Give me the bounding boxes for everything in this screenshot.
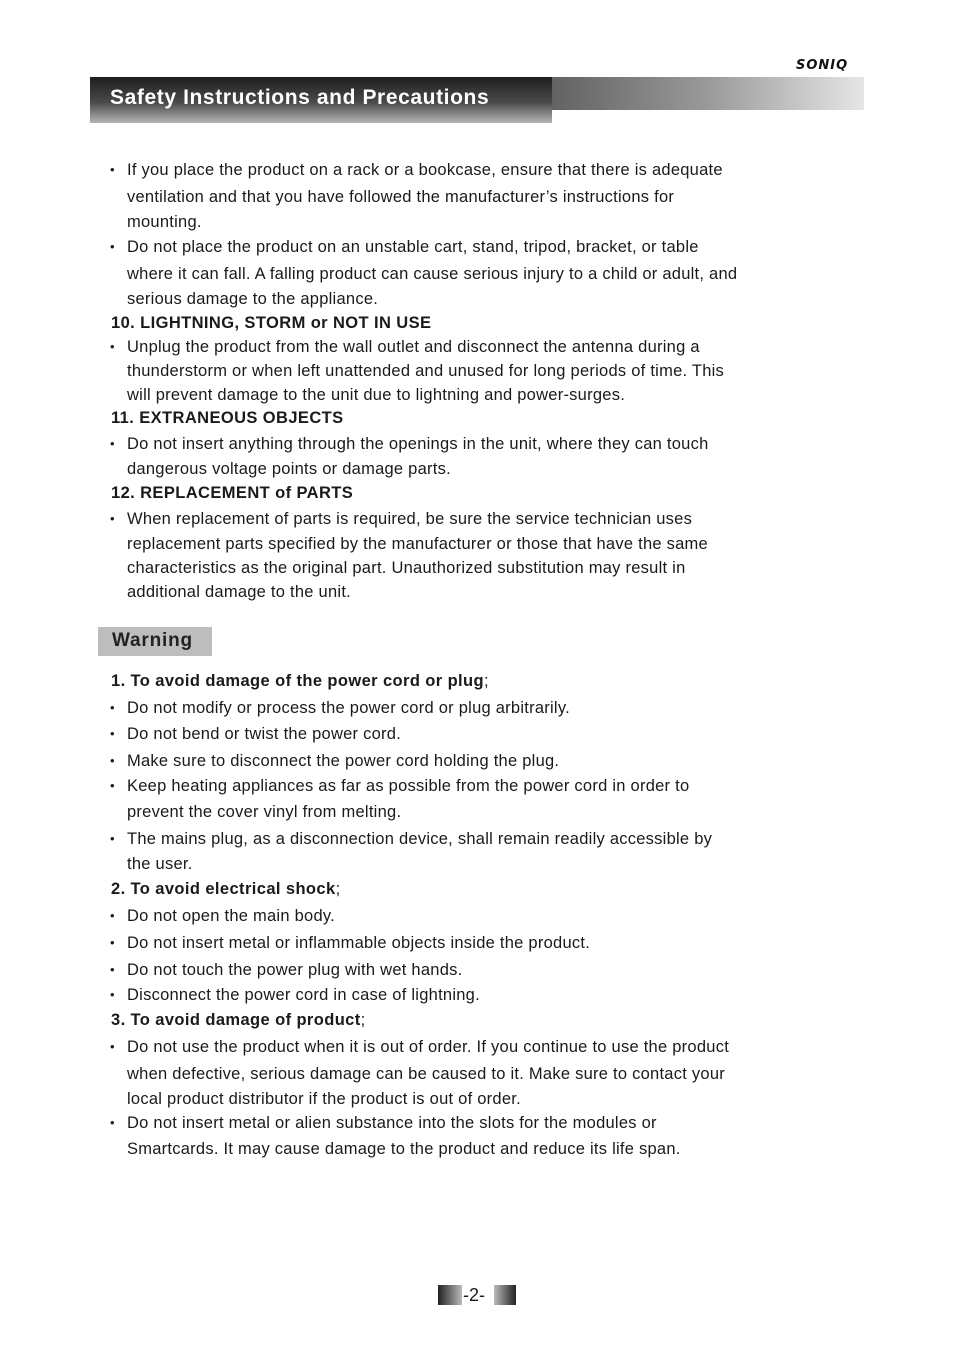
bullet-icon: • <box>110 436 115 451</box>
bullet-icon: • <box>110 700 115 715</box>
warning-subheading <box>111 879 341 899</box>
bullet-icon: • <box>110 726 115 741</box>
subheading-text: 3. To avoid damage of product <box>111 1011 361 1029</box>
text-line: Do not touch the power plug with wet hands. <box>127 961 463 979</box>
bullet-icon: • <box>110 511 115 526</box>
footer-decoration-right <box>494 1285 516 1305</box>
bullet-icon: • <box>110 987 115 1002</box>
warning-subheading <box>111 671 489 691</box>
text-line: Smartcards. It may cause damage to the product and reduce its life span. <box>127 1140 681 1158</box>
text-line: thunderstorm or when left unattended and unused for long periods of time. This <box>127 362 725 380</box>
warning-heading: Warning <box>112 630 193 651</box>
bullet-icon: • <box>110 778 115 793</box>
text-line: Do not bend or twist the power cord. <box>127 725 402 743</box>
bullet-icon: • <box>110 753 115 768</box>
text-line: where it can fall. A falling product can cause serious injury to a child or adult, and <box>127 265 738 283</box>
text-line: local product distributor if the product is out of order. <box>127 1090 521 1108</box>
text-line: Do not open the main body. <box>127 907 335 925</box>
bullet-icon: • <box>110 831 115 846</box>
text-line: Disconnect the power cord in case of lightning. <box>127 986 480 1004</box>
bullet-icon: • <box>110 162 115 177</box>
page-title: Safety Instructions and Precautions <box>110 86 490 109</box>
bullet-icon: • <box>110 339 115 354</box>
subheading-punct: ; <box>360 1011 366 1029</box>
text-line: When replacement of parts is required, be sure the service technician uses <box>127 510 693 528</box>
text-line: characteristics as the original part. Unauthorized substitution may result in <box>127 559 686 577</box>
subheading-text: 2. To avoid electrical shock <box>111 880 336 898</box>
bullet-icon: • <box>110 908 115 923</box>
bullet-icon: • <box>110 1115 115 1130</box>
text-line: ventilation and that you have followed the manufacturer’s instructions for <box>127 188 675 206</box>
text-line: serious damage to the appliance. <box>127 290 379 308</box>
text-line: the user. <box>127 855 193 873</box>
bullet-icon: • <box>110 935 115 950</box>
text-line: The mains plug, as a disconnection device, shall remain readily accessible by <box>127 830 713 848</box>
bullet-icon: • <box>110 1039 115 1054</box>
section-heading: 10. LIGHTNING, STORM or NOT IN USE <box>111 314 432 332</box>
text-line: prevent the cover vinyl from melting. <box>127 803 402 821</box>
bullet-icon: • <box>110 962 115 977</box>
brand-logo: SONIQ <box>796 58 849 73</box>
text-line: when defective, serious damage can be caused to it. Make sure to contact your <box>127 1065 725 1083</box>
text-line: Do not insert metal or inflammable objects inside the product. <box>127 934 591 952</box>
subheading-punct: ; <box>484 672 489 690</box>
text-line: Do not modify or process the power cord or plug arbitrarily. <box>127 699 570 717</box>
text-line: Do not place the product on an unstable cart, stand, tripod, bracket, or table <box>127 238 699 256</box>
text-line: mounting. <box>127 213 202 231</box>
subheading-punct: ; <box>335 880 341 898</box>
text-line: additional damage to the unit. <box>127 583 351 601</box>
text-line: If you place the product on a rack or a bookcase, ensure that there is adequate <box>127 161 723 179</box>
subheading-text: 1. To avoid damage of the power cord or plug <box>111 672 484 690</box>
text-line: Do not insert anything through the openings in the unit, where they can touch <box>127 435 709 453</box>
page-number: -2- <box>463 1285 485 1305</box>
text-line: will prevent damage to the unit due to lightning and power-surges. <box>127 386 626 404</box>
text-line: Make sure to disconnect the power cord holding the plug. <box>127 752 560 770</box>
text-line: dangerous voltage points or damage parts. <box>127 460 451 478</box>
text-line: Do not use the product when it is out of order. If you continue to use the product <box>127 1038 730 1056</box>
text-line: Do not insert metal or alien substance into the slots for the modules or <box>127 1114 657 1132</box>
section-heading: 12. REPLACEMENT of PARTS <box>111 484 354 502</box>
text-line: Keep heating appliances as far as possible from the power cord in order to <box>127 777 690 795</box>
footer-decoration-left <box>438 1285 462 1305</box>
warning-subheading <box>111 1010 366 1030</box>
text-line: replacement parts specified by the manufacturer or those that have the same <box>127 535 708 553</box>
text-line: Unplug the product from the wall outlet and disconnect the antenna during a <box>127 338 700 356</box>
section-heading: 11. EXTRANEOUS OBJECTS <box>111 409 344 427</box>
bullet-icon: • <box>110 239 115 254</box>
